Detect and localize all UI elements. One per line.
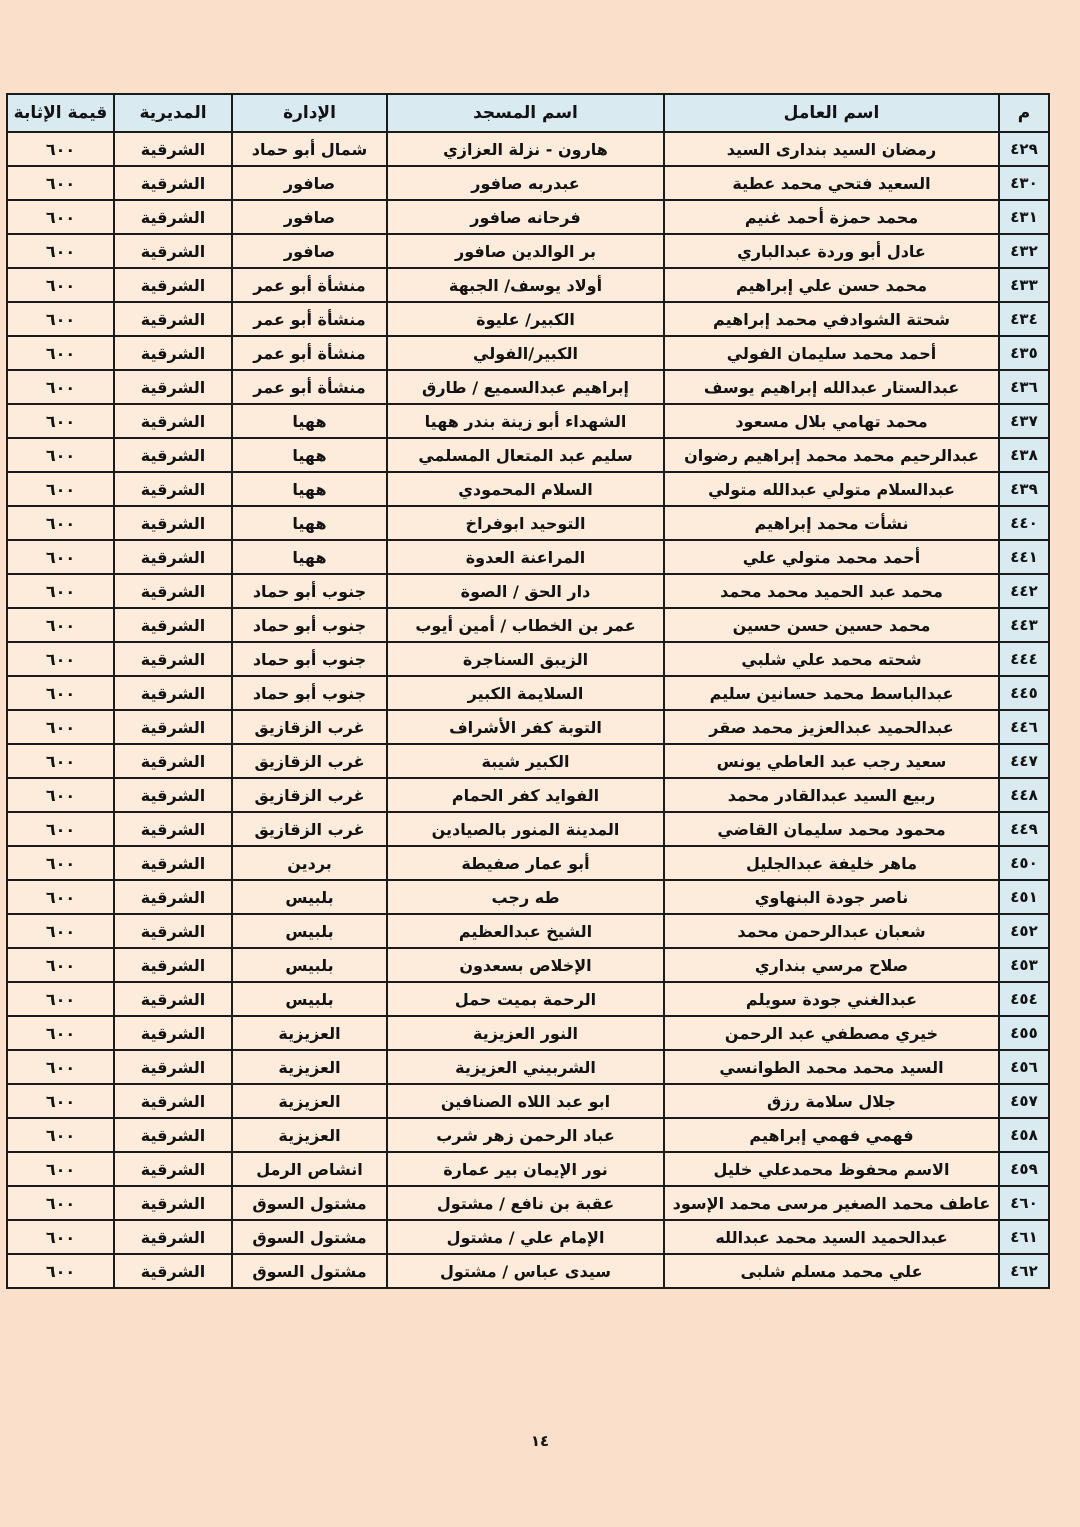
cell-directorate: الشرقية — [114, 812, 232, 846]
cell-administration: العزيزية — [232, 1050, 387, 1084]
cell-directorate: الشرقية — [114, 404, 232, 438]
cell-reward-value: ٦٠٠ — [7, 1152, 114, 1186]
cell-reward-value: ٦٠٠ — [7, 1220, 114, 1254]
cell-worker-name: محمد حسن علي إبراهيم — [664, 268, 999, 302]
table-row — [7, 710, 1049, 744]
cell-worker-name: السعيد فتحي محمد عطية — [664, 166, 999, 200]
cell-administration: جنوب أبو حماد — [232, 608, 387, 642]
cell-index: ٤٣٦ — [999, 370, 1049, 404]
cell-directorate: الشرقية — [114, 302, 232, 336]
cell-mosque-name: عباد الرحمن زهر شرب — [387, 1118, 664, 1152]
cell-directorate: الشرقية — [114, 1084, 232, 1118]
table-row — [7, 744, 1049, 778]
cell-index: ٤٤٥ — [999, 676, 1049, 710]
table-row — [7, 846, 1049, 880]
cell-reward-value: ٦٠٠ — [7, 132, 114, 166]
cell-mosque-name: فرحانه صافور — [387, 200, 664, 234]
cell-mosque-name: أولاد يوسف/ الجبهة — [387, 268, 664, 302]
cell-mosque-name: سيدى عباس / مشتول — [387, 1254, 664, 1288]
header-administration: الإدارة — [232, 94, 387, 132]
cell-worker-name: جلال سلامة رزق — [664, 1084, 999, 1118]
cell-worker-name: فهمي فهمي إبراهيم — [664, 1118, 999, 1152]
cell-index: ٤٣٥ — [999, 336, 1049, 370]
cell-directorate: الشرقية — [114, 336, 232, 370]
table-row — [7, 1152, 1049, 1186]
cell-directorate: الشرقية — [114, 1186, 232, 1220]
cell-administration: بلبيس — [232, 982, 387, 1016]
cell-worker-name: أحمد محمد سليمان الفولي — [664, 336, 999, 370]
cell-administration: مشتول السوق — [232, 1220, 387, 1254]
cell-administration: شمال أبو حماد — [232, 132, 387, 166]
cell-index: ٤٥٩ — [999, 1152, 1049, 1186]
cell-mosque-name: الزيبق السناجرة — [387, 642, 664, 676]
cell-administration: غرب الزقازيق — [232, 744, 387, 778]
cell-reward-value: ٦٠٠ — [7, 438, 114, 472]
cell-worker-name: الاسم محفوظ محمدعلي خليل — [664, 1152, 999, 1186]
cell-directorate: الشرقية — [114, 1220, 232, 1254]
cell-mosque-name: طه رجب — [387, 880, 664, 914]
cell-reward-value: ٦٠٠ — [7, 1118, 114, 1152]
cell-directorate: الشرقية — [114, 268, 232, 302]
cell-mosque-name: المدينة المنور بالصيادين — [387, 812, 664, 846]
table-row — [7, 268, 1049, 302]
cell-index: ٤٥٥ — [999, 1016, 1049, 1050]
cell-administration: جنوب أبو حماد — [232, 676, 387, 710]
table-row — [7, 1118, 1049, 1152]
cell-index: ٤٣٠ — [999, 166, 1049, 200]
cell-index: ٤٣٢ — [999, 234, 1049, 268]
cell-index: ٤٦٠ — [999, 1186, 1049, 1220]
cell-mosque-name: عقبة بن نافع / مشتول — [387, 1186, 664, 1220]
cell-directorate: الشرقية — [114, 676, 232, 710]
cell-directorate: الشرقية — [114, 540, 232, 574]
table-row — [7, 200, 1049, 234]
cell-mosque-name: الرحمة بميت حمل — [387, 982, 664, 1016]
cell-reward-value: ٦٠٠ — [7, 710, 114, 744]
cell-index: ٤٢٩ — [999, 132, 1049, 166]
cell-reward-value: ٦٠٠ — [7, 846, 114, 880]
cell-reward-value: ٦٠٠ — [7, 1084, 114, 1118]
table-row — [7, 778, 1049, 812]
table-header-row — [7, 94, 1049, 132]
cell-directorate: الشرقية — [114, 880, 232, 914]
cell-administration: بلبيس — [232, 914, 387, 948]
cell-worker-name: عبدالحميد السيد محمد عبدالله — [664, 1220, 999, 1254]
table-row — [7, 1186, 1049, 1220]
cell-administration: العزيزية — [232, 1084, 387, 1118]
cell-reward-value: ٦٠٠ — [7, 302, 114, 336]
cell-mosque-name: دار الحق / الصوة — [387, 574, 664, 608]
header-worker-name: اسم العامل — [664, 94, 999, 132]
page-number: ١٤ — [530, 1432, 550, 1450]
cell-administration: مشتول السوق — [232, 1186, 387, 1220]
cell-mosque-name: الكبير شيبة — [387, 744, 664, 778]
cell-mosque-name: المراعنة العدوة — [387, 540, 664, 574]
cell-worker-name: محمد حمزة أحمد غنيم — [664, 200, 999, 234]
cell-mosque-name: ابو عبد اللاه الصنافين — [387, 1084, 664, 1118]
table-row — [7, 472, 1049, 506]
cell-reward-value: ٦٠٠ — [7, 540, 114, 574]
cell-administration: ههيا — [232, 404, 387, 438]
cell-mosque-name: نور الإيمان بير عمارة — [387, 1152, 664, 1186]
cell-reward-value: ٦٠٠ — [7, 200, 114, 234]
cell-directorate: الشرقية — [114, 506, 232, 540]
cell-mosque-name: الكبير/ عليوة — [387, 302, 664, 336]
cell-worker-name: أحمد محمد متولي علي — [664, 540, 999, 574]
cell-mosque-name: الفوايد كفر الحمام — [387, 778, 664, 812]
table-row — [7, 880, 1049, 914]
cell-mosque-name: التوحيد ابوفراخ — [387, 506, 664, 540]
cell-reward-value: ٦٠٠ — [7, 778, 114, 812]
cell-worker-name: محمد تهامي بلال مسعود — [664, 404, 999, 438]
cell-reward-value: ٦٠٠ — [7, 914, 114, 948]
cell-administration: صافور — [232, 200, 387, 234]
cell-administration: بلبيس — [232, 948, 387, 982]
cell-index: ٤٤٣ — [999, 608, 1049, 642]
cell-worker-name: شحتة الشوادفي محمد إبراهيم — [664, 302, 999, 336]
cell-directorate: الشرقية — [114, 438, 232, 472]
cell-directorate: الشرقية — [114, 846, 232, 880]
cell-index: ٤٥١ — [999, 880, 1049, 914]
cell-worker-name: ناصر جودة البنهاوي — [664, 880, 999, 914]
cell-reward-value: ٦٠٠ — [7, 744, 114, 778]
table-row — [7, 1050, 1049, 1084]
cell-reward-value: ٦٠٠ — [7, 608, 114, 642]
cell-administration: العزيزية — [232, 1118, 387, 1152]
cell-administration: بردين — [232, 846, 387, 880]
cell-worker-name: ماهر خليفة عبدالجليل — [664, 846, 999, 880]
cell-administration: ههيا — [232, 540, 387, 574]
cell-administration: منشأة أبو عمر — [232, 370, 387, 404]
cell-directorate: الشرقية — [114, 166, 232, 200]
cell-worker-name: محمد عبد الحميد محمد محمد — [664, 574, 999, 608]
cell-index: ٤٥٣ — [999, 948, 1049, 982]
cell-mosque-name: النور العزيزية — [387, 1016, 664, 1050]
cell-worker-name: ربيع السيد عبدالقادر محمد — [664, 778, 999, 812]
cell-directorate: الشرقية — [114, 948, 232, 982]
cell-worker-name: صلاح مرسي بنداري — [664, 948, 999, 982]
cell-administration: صافور — [232, 234, 387, 268]
cell-administration: بلبيس — [232, 880, 387, 914]
cell-index: ٤٤١ — [999, 540, 1049, 574]
cell-worker-name: عبدالستار عبدالله إبراهيم يوسف — [664, 370, 999, 404]
cell-index: ٤٤٩ — [999, 812, 1049, 846]
cell-worker-name: السيد محمد محمد الطوانسي — [664, 1050, 999, 1084]
cell-reward-value: ٦٠٠ — [7, 404, 114, 438]
cell-administration: جنوب أبو حماد — [232, 574, 387, 608]
cell-index: ٤٤٤ — [999, 642, 1049, 676]
cell-administration: جنوب أبو حماد — [232, 642, 387, 676]
table-row — [7, 370, 1049, 404]
cell-reward-value: ٦٠٠ — [7, 234, 114, 268]
cell-reward-value: ٦٠٠ — [7, 370, 114, 404]
cell-administration: ههيا — [232, 506, 387, 540]
table-row — [7, 166, 1049, 200]
cell-directorate: الشرقية — [114, 744, 232, 778]
cell-worker-name: عبدالسلام متولي عبدالله متولي — [664, 472, 999, 506]
cell-reward-value: ٦٠٠ — [7, 574, 114, 608]
cell-index: ٤٥٦ — [999, 1050, 1049, 1084]
cell-reward-value: ٦٠٠ — [7, 1016, 114, 1050]
cell-directorate: الشرقية — [114, 1016, 232, 1050]
cell-index: ٤٣٧ — [999, 404, 1049, 438]
header-directorate: المديرية — [114, 94, 232, 132]
cell-mosque-name: أبو عمار صفيطة — [387, 846, 664, 880]
cell-worker-name: محمد حسين حسن حسين — [664, 608, 999, 642]
cell-reward-value: ٦٠٠ — [7, 948, 114, 982]
cell-index: ٤٥٧ — [999, 1084, 1049, 1118]
table-row — [7, 608, 1049, 642]
table-row — [7, 574, 1049, 608]
cell-directorate: الشرقية — [114, 132, 232, 166]
cell-worker-name: شحته محمد علي شلبي — [664, 642, 999, 676]
cell-worker-name: شعبان عبدالرحمن محمد — [664, 914, 999, 948]
cell-administration: منشأة أبو عمر — [232, 268, 387, 302]
table-body — [7, 132, 1049, 1288]
cell-reward-value: ٦٠٠ — [7, 1186, 114, 1220]
cell-administration: العزيزية — [232, 1016, 387, 1050]
table-row — [7, 676, 1049, 710]
cell-reward-value: ٦٠٠ — [7, 1050, 114, 1084]
cell-worker-name: محمود محمد سليمان القاضي — [664, 812, 999, 846]
cell-administration: منشأة أبو عمر — [232, 336, 387, 370]
table-row — [7, 948, 1049, 982]
cell-index: ٤٥٢ — [999, 914, 1049, 948]
cell-worker-name: عبدالغني جودة سويلم — [664, 982, 999, 1016]
cell-directorate: الشرقية — [114, 1254, 232, 1288]
cell-worker-name: عبدالرحيم محمد محمد إبراهيم رضوان — [664, 438, 999, 472]
cell-worker-name: خيري مصطفي عبد الرحمن — [664, 1016, 999, 1050]
table-row — [7, 540, 1049, 574]
cell-reward-value: ٦٠٠ — [7, 880, 114, 914]
table-row — [7, 1084, 1049, 1118]
cell-reward-value: ٦٠٠ — [7, 336, 114, 370]
cell-mosque-name: الإخلاص بسعدون — [387, 948, 664, 982]
table-row — [7, 438, 1049, 472]
cell-directorate: الشرقية — [114, 370, 232, 404]
cell-mosque-name: بر الوالدين صافور — [387, 234, 664, 268]
cell-directorate: الشرقية — [114, 1118, 232, 1152]
cell-directorate: الشرقية — [114, 982, 232, 1016]
header-reward-value: قيمة الإثابة — [7, 94, 114, 132]
cell-reward-value: ٦٠٠ — [7, 472, 114, 506]
cell-index: ٤٤٦ — [999, 710, 1049, 744]
cell-index: ٤٣٣ — [999, 268, 1049, 302]
cell-administration: غرب الزقازيق — [232, 778, 387, 812]
cell-mosque-name: الشهداء أبو زينة بندر ههيا — [387, 404, 664, 438]
cell-reward-value: ٦٠٠ — [7, 166, 114, 200]
cell-worker-name: عادل أبو وردة عبدالباري — [664, 234, 999, 268]
table-row — [7, 336, 1049, 370]
table-row — [7, 404, 1049, 438]
cell-administration: انشاص الرمل — [232, 1152, 387, 1186]
cell-worker-name: عبدالحميد عبدالعزيز محمد صقر — [664, 710, 999, 744]
cell-administration: مشتول السوق — [232, 1254, 387, 1288]
cell-index: ٤٥٤ — [999, 982, 1049, 1016]
cell-index: ٤٣٩ — [999, 472, 1049, 506]
cell-index: ٤٥٨ — [999, 1118, 1049, 1152]
header-index: م — [999, 94, 1049, 132]
cell-mosque-name: سليم عبد المتعال المسلمي — [387, 438, 664, 472]
table-row — [7, 1220, 1049, 1254]
table-header — [7, 94, 1049, 132]
cell-directorate: الشرقية — [114, 472, 232, 506]
table-row — [7, 642, 1049, 676]
header-mosque-name: اسم المسجد — [387, 94, 664, 132]
cell-mosque-name: هارون - نزلة العزازي — [387, 132, 664, 166]
table-row — [7, 506, 1049, 540]
cell-index: ٤٤٠ — [999, 506, 1049, 540]
table-row — [7, 1016, 1049, 1050]
cell-reward-value: ٦٠٠ — [7, 982, 114, 1016]
table-row — [7, 1254, 1049, 1288]
cell-index: ٤٦٢ — [999, 1254, 1049, 1288]
cell-worker-name: نشأت محمد إبراهيم — [664, 506, 999, 540]
cell-mosque-name: إبراهيم عبدالسميع / طارق — [387, 370, 664, 404]
cell-directorate: الشرقية — [114, 778, 232, 812]
workers-rewards-table — [6, 93, 1050, 1289]
cell-mosque-name: الإمام علي / مشتول — [387, 1220, 664, 1254]
cell-reward-value: ٦٠٠ — [7, 676, 114, 710]
cell-directorate: الشرقية — [114, 574, 232, 608]
cell-mosque-name: عمر بن الخطاب / أمين أيوب — [387, 608, 664, 642]
cell-reward-value: ٦٠٠ — [7, 506, 114, 540]
cell-administration: منشأة أبو عمر — [232, 302, 387, 336]
table-row — [7, 914, 1049, 948]
table-row — [7, 132, 1049, 166]
cell-administration: صافور — [232, 166, 387, 200]
cell-worker-name: عاطف محمد الصغير مرسى محمد الإسود — [664, 1186, 999, 1220]
cell-mosque-name: الشربيني العزيزية — [387, 1050, 664, 1084]
cell-administration: غرب الزقازيق — [232, 812, 387, 846]
cell-index: ٤٣١ — [999, 200, 1049, 234]
cell-index: ٤٤٢ — [999, 574, 1049, 608]
cell-index: ٤٣٤ — [999, 302, 1049, 336]
cell-directorate: الشرقية — [114, 1152, 232, 1186]
cell-reward-value: ٦٠٠ — [7, 812, 114, 846]
cell-worker-name: رمضان السيد بندارى السيد — [664, 132, 999, 166]
cell-mosque-name: عبدربه صافور — [387, 166, 664, 200]
cell-index: ٤٣٨ — [999, 438, 1049, 472]
cell-directorate: الشرقية — [114, 642, 232, 676]
cell-worker-name: عبدالباسط محمد حسانين سليم — [664, 676, 999, 710]
cell-reward-value: ٦٠٠ — [7, 642, 114, 676]
cell-index: ٤٤٨ — [999, 778, 1049, 812]
table-row — [7, 234, 1049, 268]
cell-index: ٤٥٠ — [999, 846, 1049, 880]
cell-directorate: الشرقية — [114, 200, 232, 234]
cell-reward-value: ٦٠٠ — [7, 268, 114, 302]
cell-reward-value: ٦٠٠ — [7, 1254, 114, 1288]
cell-mosque-name: التوبة كفر الأشراف — [387, 710, 664, 744]
cell-mosque-name: الكبير/الفولي — [387, 336, 664, 370]
cell-directorate: الشرقية — [114, 710, 232, 744]
table-row — [7, 302, 1049, 336]
cell-directorate: الشرقية — [114, 1050, 232, 1084]
cell-mosque-name: الشيخ عبدالعظيم — [387, 914, 664, 948]
cell-directorate: الشرقية — [114, 914, 232, 948]
cell-administration: ههيا — [232, 472, 387, 506]
cell-mosque-name: السلايمة الكبير — [387, 676, 664, 710]
cell-directorate: الشرقية — [114, 608, 232, 642]
cell-mosque-name: السلام المحمودي — [387, 472, 664, 506]
table-row — [7, 982, 1049, 1016]
cell-administration: ههيا — [232, 438, 387, 472]
cell-index: ٤٤٧ — [999, 744, 1049, 778]
cell-index: ٤٦١ — [999, 1220, 1049, 1254]
cell-administration: غرب الزقازيق — [232, 710, 387, 744]
table-row — [7, 812, 1049, 846]
cell-worker-name: علي محمد مسلم شلبى — [664, 1254, 999, 1288]
cell-directorate: الشرقية — [114, 234, 232, 268]
cell-worker-name: سعيد رجب عبد العاطي يونس — [664, 744, 999, 778]
